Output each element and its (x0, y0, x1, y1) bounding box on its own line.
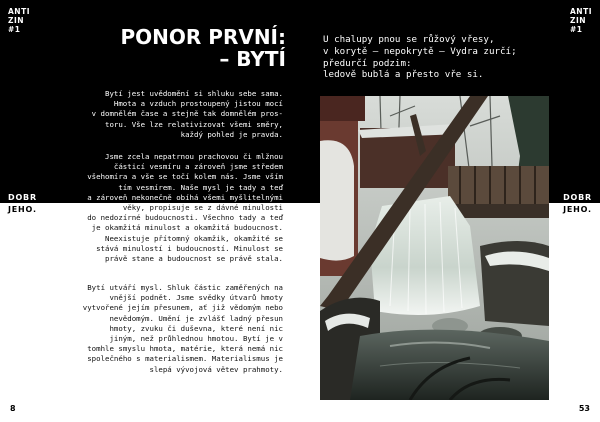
poem (323, 34, 563, 81)
corner-line: #1 (570, 25, 583, 34)
right-side-tag (563, 193, 592, 215)
text-line: Bytí jest uvědomění si shluku sebe sama. (105, 89, 283, 98)
text-line: Hmota a vzduch prostoupený jistou mocí (113, 99, 283, 109)
page-number-left: 8 (10, 404, 16, 413)
side-tag-line: DOBR (563, 193, 592, 202)
corner-line: ZIN (570, 16, 587, 25)
left-side-tag (8, 193, 37, 215)
text-line: Jsme zcela nepatrnou prachovou či mlžnou (105, 152, 283, 161)
text-line: a zároveň nekonečně obíhá všemi myšlitelnými (87, 192, 283, 202)
corner-line: ZIN (8, 16, 25, 25)
text-line: tím vesmírem. Naše mysl je tady a teď (118, 182, 283, 192)
text-line: stává minulostí i budoucností. Minulost se (96, 243, 283, 253)
left-corner-label (8, 7, 30, 34)
side-tag-line: DOBR (8, 193, 37, 202)
text-line: věky, propisuje se z dávné minulosti (122, 203, 283, 213)
right-corner-label (570, 7, 592, 34)
poem-line: ledově bublá a přesto vře si. (323, 69, 484, 81)
text-line: tomhle smyslu hmota, matérie, která nemá nic (87, 344, 283, 354)
side-tag-line: JEHO. (563, 205, 592, 214)
text-line: nevědomým. Umění je zvlášť ladný přesun (109, 313, 283, 323)
poem-line: U chalupy pnou se růžový vřesy, (323, 34, 495, 45)
title-line: – BYTÍ (219, 47, 286, 71)
text-line: společného s materialismem. Materialismus je (87, 354, 283, 364)
text-line: toru. Vše lze relativizovat všemi směry, (105, 119, 283, 129)
waterfall-photo (320, 96, 549, 400)
text-line: částicí vesmíru a zároveň jsme středem (113, 162, 283, 172)
text-line: Neexistuje přítomný okamžik, okamžité se (105, 233, 283, 243)
text-line: vnější podnět. Jsme svědky útvarů hmoty (109, 293, 283, 303)
title-line: PONOR PRVNÍ: (120, 25, 286, 49)
paragraph-3 (78, 283, 283, 375)
text-line: hmoty, zvuku či duševna, které není nic (109, 323, 283, 333)
paragraph-1 (78, 89, 283, 140)
paragraph-2 (78, 152, 283, 264)
page-title (96, 26, 286, 70)
text-line: Bytí utváří mysl. Shluk částic zaměřených na (87, 283, 283, 292)
text-line: právě stane a budoucnost se právě stala. (105, 254, 283, 264)
text-line: v domnělém čase a stejně tak domnělém pros- (91, 109, 283, 119)
side-tag-line: JEHO. (8, 205, 37, 214)
text-line: je okamžitá minulost a okamžitá budoucnost. (91, 223, 283, 233)
text-line: slepá vývojová větev prahmoty. (149, 364, 283, 374)
page-number-right: 53 (578, 404, 590, 413)
poem-line: předurčí podzim: (323, 57, 412, 69)
corner-line: ANTI (570, 7, 592, 16)
text-line: každý pohled je pravda. (180, 129, 283, 139)
text-line: do nedozírné budoucnosti. Všechno tady a teď (87, 213, 283, 223)
text-line: jiným, než průhlednou hmotou. Bytí je v (109, 334, 283, 344)
corner-line: #1 (8, 25, 21, 34)
poem-line: v korytě – nepokrytě – Vydra zurčí; (323, 45, 517, 57)
text-line: vytvořené jejím přesunem, ať již vědomým nebo (82, 303, 283, 313)
text-line: všehomíra a vše se točí kolem nás. Jsme vším (87, 172, 283, 182)
corner-line: ANTI (8, 7, 30, 16)
